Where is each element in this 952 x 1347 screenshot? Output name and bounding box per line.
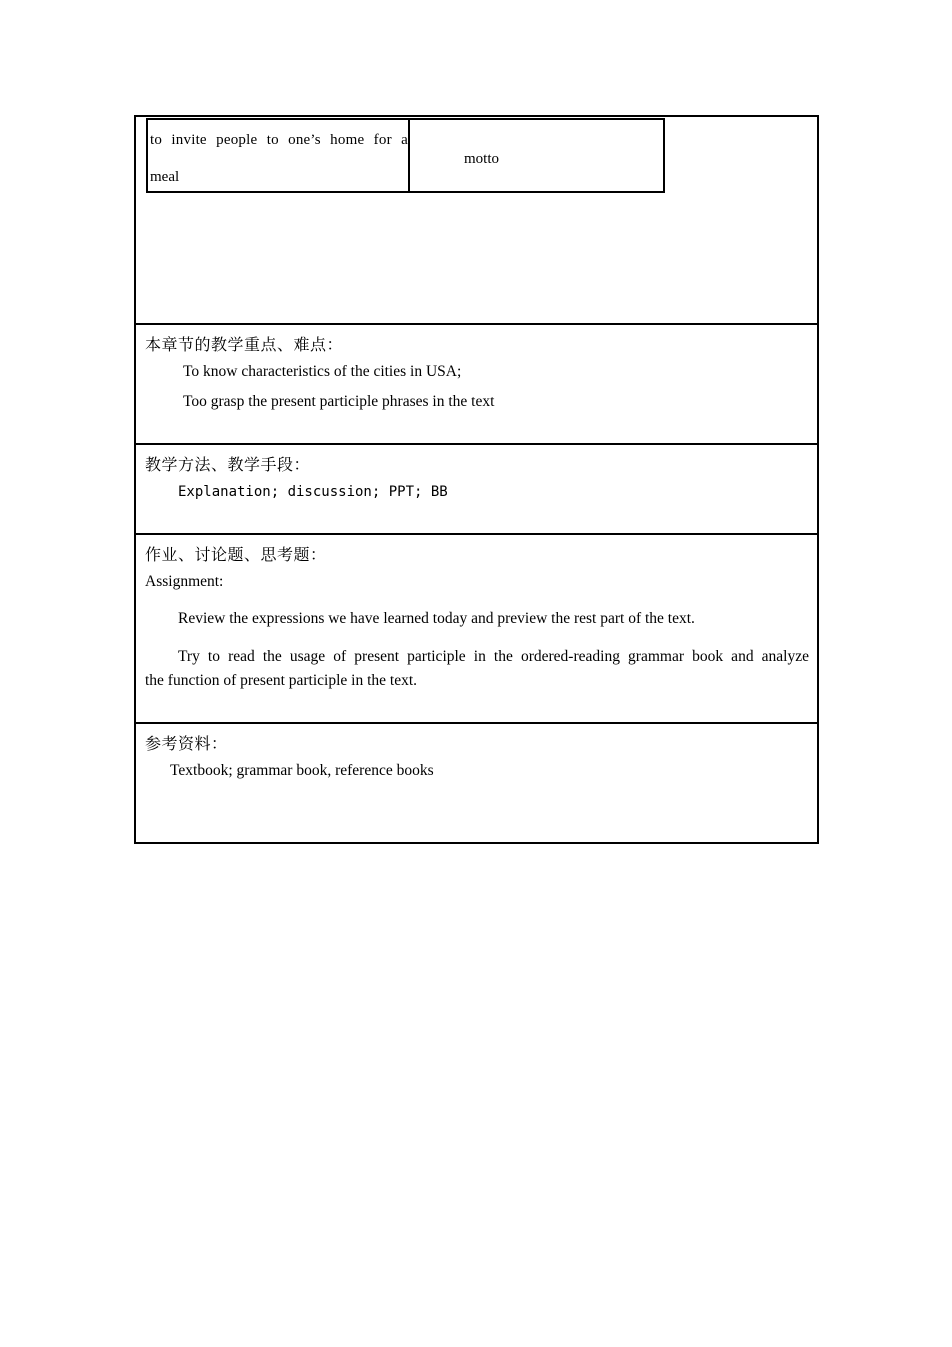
vocabulary-cell-expression (148, 120, 410, 191)
key-points-heading: 本章节的教学重点、难点： (145, 335, 344, 354)
expression-line-2: meal (150, 169, 180, 185)
expression-line-1: to invite people to one’s home for a (150, 132, 408, 148)
assignment-item-2-line-2: the function of present participle in the text. (145, 672, 418, 689)
assignment-item-2-line-1: Try to read the usage of present participle in the ordered-reading grammar book and analyze (178, 648, 809, 665)
references-heading: 参考资料： (145, 734, 228, 753)
key-point-item: Too grasp the present participle phrases in the text (183, 393, 495, 410)
vocabulary-table (146, 118, 665, 193)
key-points-section (136, 325, 817, 445)
methods-section (136, 445, 817, 535)
methods-heading: 教学方法、教学手段： (145, 455, 311, 474)
assignment-label: Assignment: (145, 573, 224, 590)
assignment-item-1: Review the expressions we have learned today and preview the rest part of the text. (178, 610, 695, 627)
homework-heading: 作业、讨论题、思考题： (145, 545, 327, 564)
methods-text: Explanation; discussion; PPT; BB (178, 484, 448, 500)
references-text: Textbook; grammar book, reference books (170, 762, 434, 779)
homework-section (136, 535, 817, 724)
references-section (136, 724, 817, 842)
vocabulary-section (136, 117, 817, 325)
key-point-item: To know characteristics of the cities in USA; (183, 363, 462, 380)
vocabulary-cell-word: motto (464, 151, 500, 167)
lesson-plan-table (134, 115, 819, 844)
